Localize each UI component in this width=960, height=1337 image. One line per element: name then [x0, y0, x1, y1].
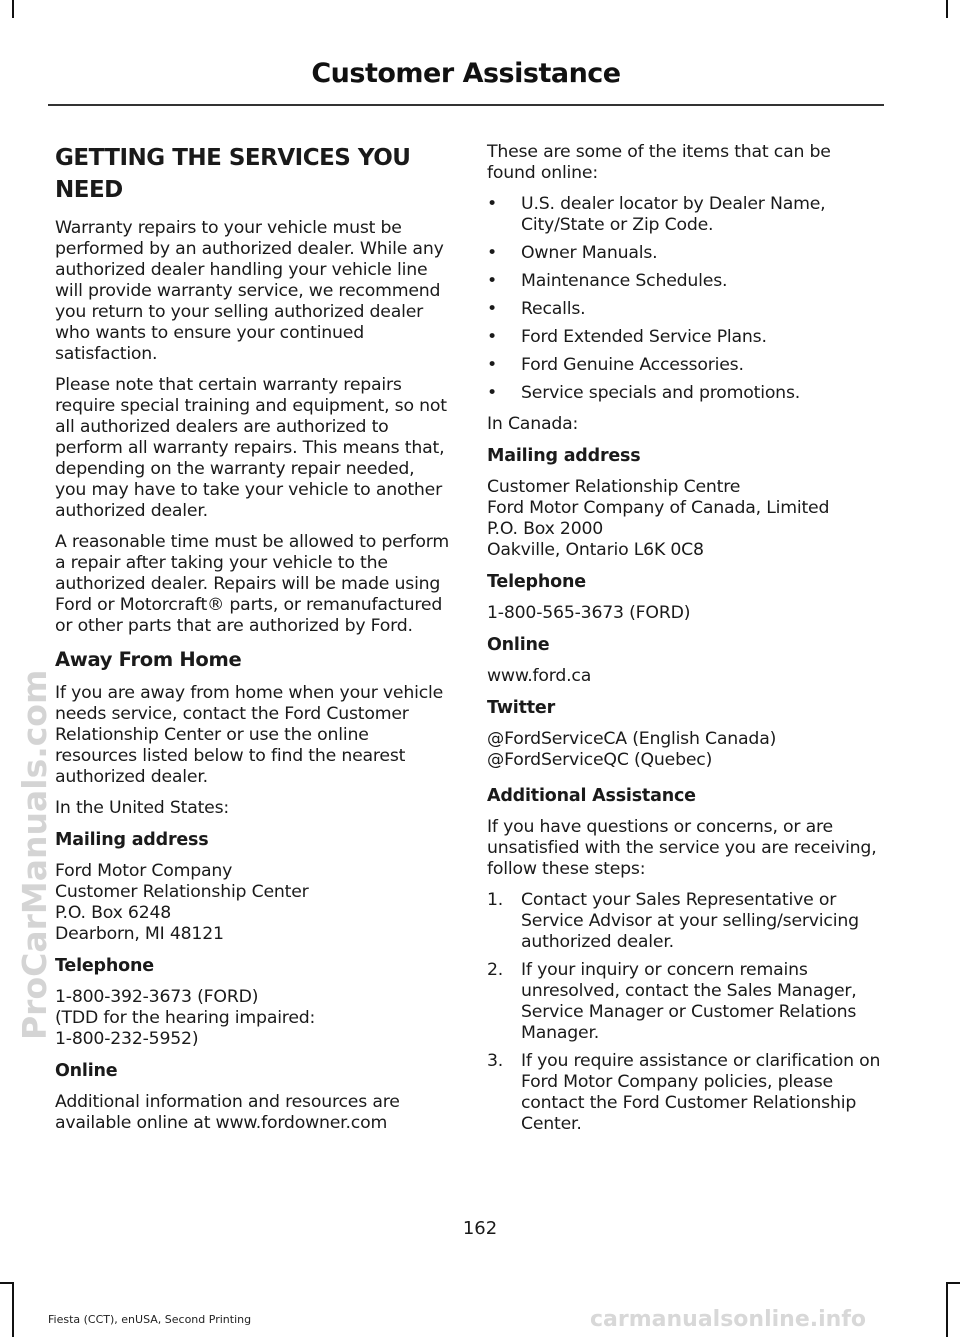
page-number: 162 [462, 1218, 498, 1239]
crop-mark [946, 1282, 948, 1337]
list-item-text: U.S. dealer locator by Dealer Name, City/State or Zip Code. [521, 194, 826, 235]
list-item [487, 355, 882, 376]
step-number: 1. [487, 890, 504, 910]
crop-mark [946, 1282, 960, 1284]
list-item [487, 299, 882, 320]
mailing-address-label: Mailing address [487, 446, 641, 466]
list-item-text: Maintenance Schedules. [521, 271, 728, 291]
list-item [487, 243, 882, 264]
header-divider [48, 104, 884, 106]
list-item [487, 383, 882, 404]
bullet-mark: • [487, 327, 497, 347]
paragraph: A reasonable time must be allowed to perform a repair after taking your vehicle to the authorized dealer. Repairs will be made using Ford or Motorcraft® parts, or remanufactured or other parts that are authorized by Ford. [55, 532, 450, 636]
paragraph: In Canada: [487, 414, 579, 434]
online-info: www.ford.ca [487, 666, 592, 686]
page-title: Customer Assistance [311, 58, 621, 89]
twitter-handles: @FordServiceCA (English Canada) @FordServiceQC (Quebec) [487, 729, 777, 770]
telephone-number: 1-800-565-3673 (FORD) [487, 603, 691, 623]
paragraph: These are some of the items that can be found online: [487, 142, 831, 183]
crop-mark [12, 0, 14, 18]
online-items-list [487, 194, 882, 404]
subsection-heading: Additional Assistance [487, 786, 696, 806]
paragraph: If you are away from home when your vehicle needs service, contact the Ford Customer Relationship Center or use the online resources listed below to find the nearest authorized dealer. [55, 683, 444, 787]
list-item-text: If you require assistance or clarification on Ford Motor Company policies, please contact the Ford Customer Relationship Center. [521, 1051, 881, 1134]
mailing-address-label: Mailing address [55, 830, 209, 850]
bullet-mark: • [487, 194, 497, 214]
list-item [487, 194, 882, 236]
bullet-mark: • [487, 243, 497, 263]
printing-note: Fiesta (CCT), enUSA, Second Printing [48, 1313, 252, 1326]
left-column [55, 142, 450, 1144]
list-item-text: Ford Genuine Accessories. [521, 355, 744, 375]
list-item-text: Contact your Sales Representative or Service Advisor at your selling/servicing authorized dealer. [521, 890, 859, 952]
paragraph: In the United States: [55, 798, 230, 818]
paragraph: If you have questions or concerns, or are unsatisfied with the service you are receiving, follow these steps: [487, 817, 877, 879]
list-item-text: If your inquiry or concern remains unresolved, contact the Sales Manager, Service Manager or Customer Relations Manager. [521, 960, 857, 1043]
twitter-label: Twitter [487, 698, 556, 718]
section-heading: GETTING THE SERVICES YOU NEED [55, 145, 411, 203]
crop-mark [946, 0, 948, 18]
telephone-number: 1-800-392-3673 (FORD) (TDD for the hearing impaired: 1-800-232-5952) [55, 987, 316, 1049]
online-info: Additional information and resources are available online at www.fordowner.com [55, 1092, 400, 1133]
right-column [487, 142, 882, 1145]
side-watermark: ProCarManuals.com [15, 669, 54, 1040]
list-item [487, 271, 882, 292]
online-label: Online [487, 635, 550, 655]
bullet-mark: • [487, 355, 497, 375]
list-item [487, 890, 882, 953]
step-number: 2. [487, 960, 504, 980]
paragraph: Please note that certain warranty repairs require special training and equipment, so not all authorized dealers are authorized to perform all warranty repairs. This means that, depending on the warranty repair needed, you may have to take your vehicle to another authorized dealer. [55, 375, 447, 521]
telephone-label: Telephone [55, 956, 154, 976]
list-item [487, 1051, 882, 1135]
list-item [487, 327, 882, 348]
bottom-watermark: carmanualsonline.info [590, 1307, 866, 1332]
paragraph: Warranty repairs to your vehicle must be performed by an authorized dealer. While any authorized dealer handling your vehicle line will provide warranty service, we recommend you return to your selling authorized dealer who wants to ensure your continued satisfaction. [55, 218, 444, 364]
bullet-mark: • [487, 383, 497, 403]
crop-mark [12, 1282, 14, 1337]
list-item-text: Ford Extended Service Plans. [521, 327, 767, 347]
online-label: Online [55, 1061, 118, 1081]
assistance-steps-list [487, 890, 882, 1135]
telephone-label: Telephone [487, 572, 586, 592]
step-number: 3. [487, 1051, 504, 1071]
mailing-address: Customer Relationship Centre Ford Motor Company of Canada, Limited P.O. Box 2000 Oakville, Ontario L6K 0C8 [487, 477, 830, 560]
list-item-text: Recalls. [521, 299, 586, 319]
list-item-text: Service specials and promotions. [521, 383, 801, 403]
list-item-text: Owner Manuals. [521, 243, 658, 263]
list-item [487, 960, 882, 1044]
mailing-address: Ford Motor Company Customer Relationship Center P.O. Box 6248 Dearborn, MI 48121 [55, 861, 309, 944]
bullet-mark: • [487, 299, 497, 319]
subsection-heading: Away From Home [55, 648, 242, 671]
bullet-mark: • [487, 271, 497, 291]
